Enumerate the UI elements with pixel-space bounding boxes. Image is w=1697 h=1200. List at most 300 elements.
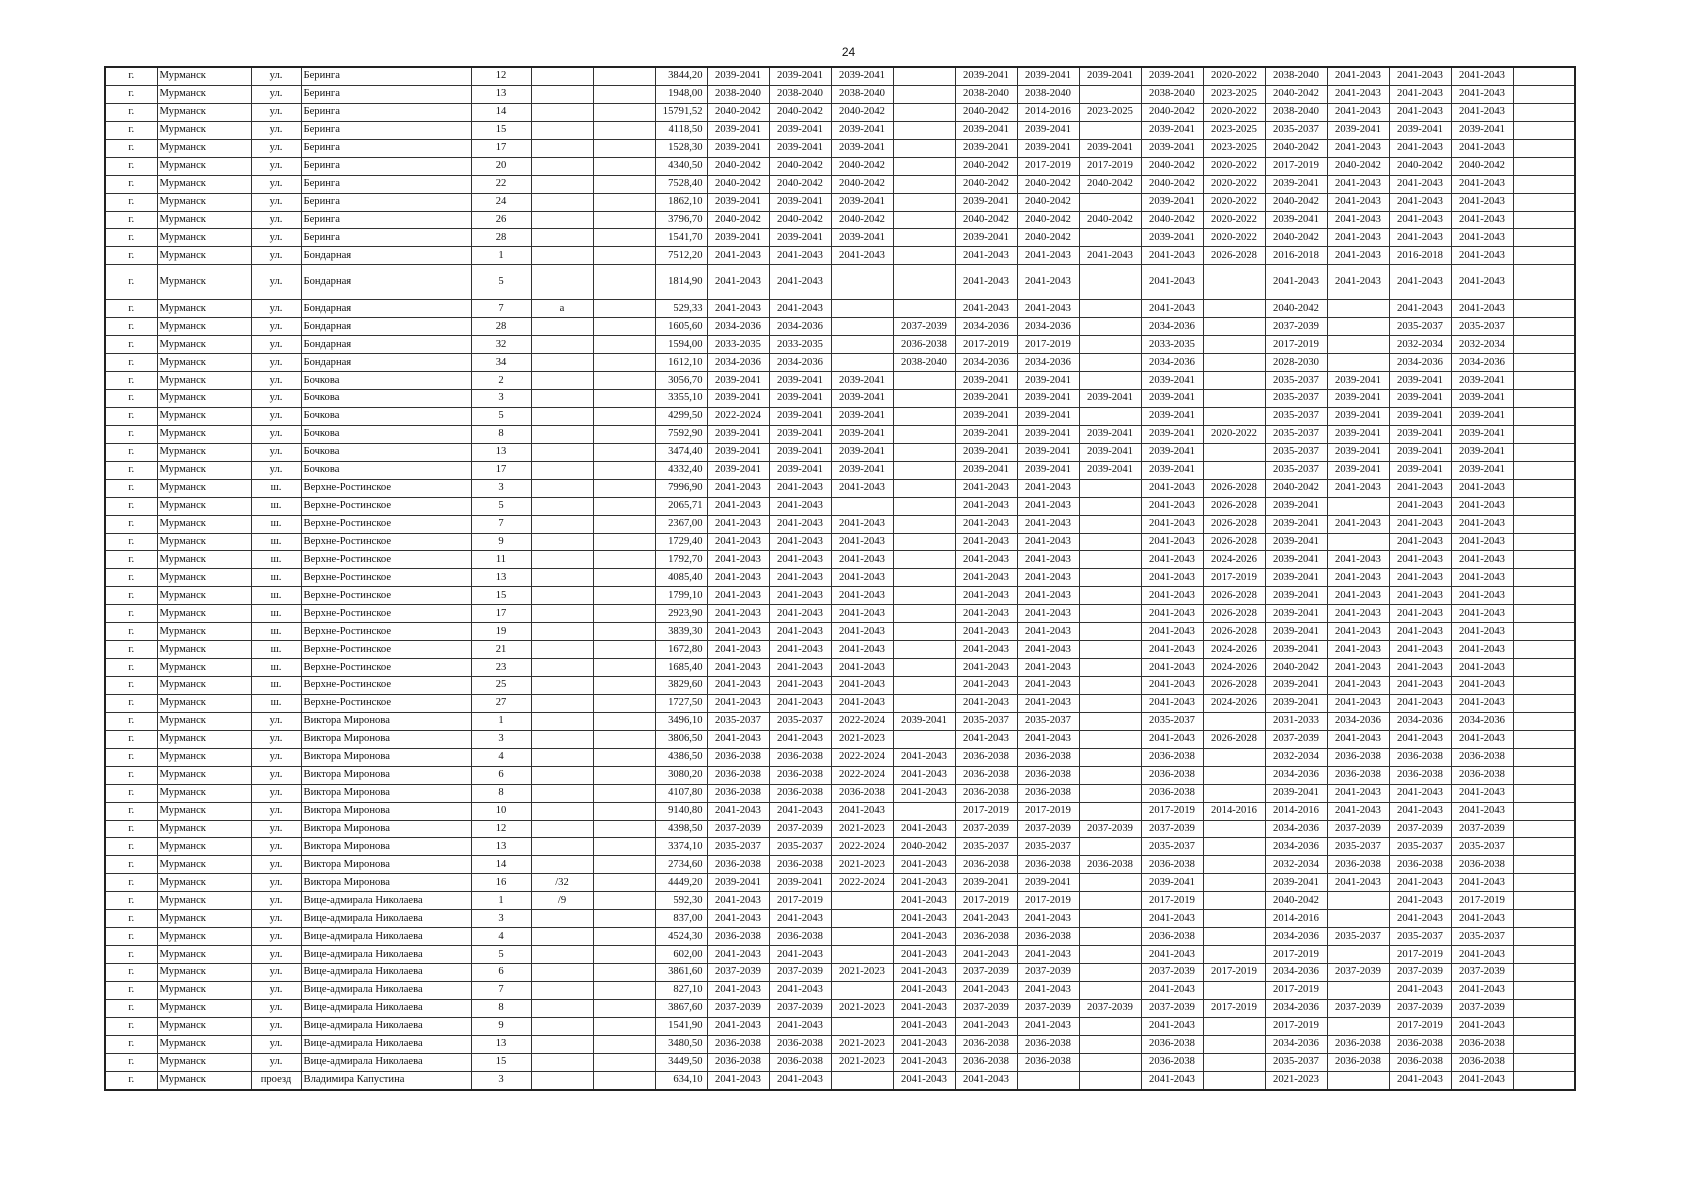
period-cell: 2041-2043 [1389,730,1451,748]
house-suffix-cell: /32 [531,874,593,892]
street-name-cell: Виктора Миронова [301,820,471,838]
period-cell: 2039-2041 [955,121,1017,139]
period-cell: 2039-2041 [1389,372,1451,390]
period-cell: 2041-2043 [769,533,831,551]
period-cell: 2035-2037 [1265,443,1327,461]
period-cell: 2036-2038 [955,856,1017,874]
period-cell: 2034-2036 [769,354,831,372]
period-cell [831,497,893,515]
period-cell: 2041-2043 [1327,85,1389,103]
house-number-cell: 3 [471,910,531,928]
table-row [105,784,1575,802]
period-cell: 2041-2043 [831,694,893,712]
house-number-cell: 2 [471,372,531,390]
street-type-cell: ул. [251,336,301,354]
period-cell: 2039-2041 [1017,461,1079,479]
street-type-cell: ул. [251,461,301,479]
period-cell: 2041-2043 [707,1017,769,1035]
period-cell [893,229,955,247]
street-name-cell: Вице-адмирала Николаева [301,1053,471,1071]
period-cell: 2037-2039 [769,999,831,1017]
period-cell: 2026-2028 [1203,533,1265,551]
period-cell [1079,605,1141,623]
period-cell: 2041-2043 [1451,85,1513,103]
period-cell: 2036-2038 [769,856,831,874]
table-row [105,659,1575,677]
period-cell: 2041-2043 [769,587,831,605]
period-cell: 2041-2043 [893,964,955,982]
period-cell: 2037-2039 [1141,964,1203,982]
period-cell: 2039-2041 [769,390,831,408]
house-number-cell: 5 [471,497,531,515]
page-number: 24 [841,45,856,59]
period-cell: 2041-2043 [1451,946,1513,964]
empty-cell [1513,1071,1575,1089]
period-cell [831,928,893,946]
building-cell [593,910,655,928]
table-row [105,247,1575,265]
empty-cell [1513,425,1575,443]
period-cell: 2036-2038 [1017,856,1079,874]
period-cell: 2022-2024 [707,407,769,425]
street-name-cell: Виктора Миронова [301,730,471,748]
period-cell: 2041-2043 [1327,103,1389,121]
house-suffix-cell [531,1035,593,1053]
street-type-cell: ул. [251,766,301,784]
period-cell: 2041-2043 [1141,659,1203,677]
building-cell [593,605,655,623]
building-cell [593,390,655,408]
period-cell [831,265,893,300]
period-cell: 2035-2037 [1327,838,1389,856]
building-cell [593,569,655,587]
settlement-type-cell: г. [105,443,157,461]
street-name-cell: Виктора Миронова [301,838,471,856]
house-suffix-cell [531,587,593,605]
period-cell: 2041-2043 [1451,1017,1513,1035]
period-cell: 2021-2023 [831,856,893,874]
house-suffix-cell [531,820,593,838]
period-cell: 2036-2038 [707,856,769,874]
house-number-cell: 17 [471,605,531,623]
period-cell: 2036-2038 [1017,784,1079,802]
building-cell [593,1053,655,1071]
period-cell: 2037-2039 [1389,999,1451,1017]
house-suffix-cell [531,67,593,85]
area-cell: 1792,70 [655,551,707,569]
settlement-type-cell: г. [105,1035,157,1053]
period-cell: 2039-2041 [831,67,893,85]
street-name-cell: Верхне-Ростинское [301,479,471,497]
period-cell: 2022-2024 [831,748,893,766]
house-suffix-cell [531,623,593,641]
period-cell: 2037-2039 [893,318,955,336]
period-cell: 2041-2043 [1451,981,1513,999]
period-cell: 2039-2041 [1141,139,1203,157]
period-cell: 2039-2041 [707,193,769,211]
period-cell: 2041-2043 [1017,641,1079,659]
period-cell: 2041-2043 [1141,300,1203,318]
city-cell: Мурманск [157,461,251,479]
empty-cell [1513,336,1575,354]
empty-cell [1513,247,1575,265]
settlement-type-cell: г. [105,1071,157,1089]
city-cell: Мурманск [157,766,251,784]
table-row [105,551,1575,569]
period-cell: 2041-2043 [1141,1017,1203,1035]
empty-cell [1513,1017,1575,1035]
building-cell [593,479,655,497]
period-cell [1203,712,1265,730]
period-cell: 2040-2042 [831,157,893,175]
period-cell: 2039-2041 [769,121,831,139]
period-cell: 2040-2042 [893,838,955,856]
empty-cell [1513,515,1575,533]
period-cell: 2041-2043 [955,910,1017,928]
period-cell: 2036-2038 [1327,766,1389,784]
period-cell: 2017-2019 [1141,802,1203,820]
period-cell: 2039-2041 [1017,407,1079,425]
period-cell: 2039-2041 [955,407,1017,425]
period-cell: 2041-2043 [1327,247,1389,265]
period-cell [893,533,955,551]
period-cell: 2041-2043 [831,677,893,695]
period-cell: 2036-2038 [955,928,1017,946]
street-type-cell: ш. [251,659,301,677]
period-cell [1203,1035,1265,1053]
period-cell: 2035-2037 [769,712,831,730]
period-cell: 2034-2036 [1265,964,1327,982]
period-cell: 2039-2041 [769,372,831,390]
area-cell: 7996,90 [655,479,707,497]
building-cell [593,103,655,121]
settlement-type-cell: г. [105,372,157,390]
city-cell: Мурманск [157,964,251,982]
period-cell: 2039-2041 [1079,443,1141,461]
street-name-cell: Верхне-Ростинское [301,677,471,695]
period-cell: 2041-2043 [893,999,955,1017]
period-cell: 2039-2041 [955,67,1017,85]
period-cell: 2040-2042 [831,211,893,229]
period-cell: 2040-2042 [831,175,893,193]
period-cell [1327,533,1389,551]
period-cell [1203,766,1265,784]
building-cell [593,677,655,695]
house-number-cell: 4 [471,748,531,766]
street-name-cell: Вице-адмирала Николаева [301,910,471,928]
period-cell: 2039-2041 [707,425,769,443]
period-cell: 2041-2043 [1389,694,1451,712]
period-cell [1079,928,1141,946]
period-cell: 2038-2040 [955,85,1017,103]
period-cell: 2036-2038 [955,1035,1017,1053]
period-cell: 2041-2043 [893,910,955,928]
period-cell: 2037-2039 [1327,999,1389,1017]
building-cell [593,820,655,838]
period-cell: 2037-2039 [1265,318,1327,336]
period-cell [831,318,893,336]
period-cell: 2041-2043 [1451,211,1513,229]
period-cell: 2037-2039 [1451,999,1513,1017]
period-cell: 2035-2037 [1265,121,1327,139]
period-cell [1079,874,1141,892]
period-cell [1203,354,1265,372]
street-name-cell: Бондарная [301,265,471,300]
period-cell: 2041-2043 [1451,910,1513,928]
period-cell: 2017-2019 [1017,802,1079,820]
period-cell: 2041-2043 [1327,139,1389,157]
table-row [105,157,1575,175]
period-cell: 2034-2036 [955,354,1017,372]
area-cell: 1594,00 [655,336,707,354]
period-cell: 2041-2043 [1141,551,1203,569]
building-cell [593,1035,655,1053]
period-cell [1079,121,1141,139]
city-cell: Мурманск [157,659,251,677]
house-number-cell: 1 [471,247,531,265]
period-cell: 2035-2037 [1327,928,1389,946]
building-cell [593,946,655,964]
city-cell: Мурманск [157,211,251,229]
period-cell: 2041-2043 [1141,265,1203,300]
period-cell: 2039-2041 [1265,874,1327,892]
period-cell [1079,623,1141,641]
house-number-cell: 26 [471,211,531,229]
period-cell [1079,479,1141,497]
period-cell: 2039-2041 [707,443,769,461]
street-type-cell: ул. [251,820,301,838]
city-cell: Мурманск [157,1035,251,1053]
house-suffix-cell [531,318,593,336]
period-cell: 2041-2043 [707,247,769,265]
building-cell [593,85,655,103]
house-number-cell: 34 [471,354,531,372]
city-cell: Мурманск [157,85,251,103]
street-name-cell: Бочкова [301,372,471,390]
table-row [105,838,1575,856]
street-type-cell: ул. [251,964,301,982]
period-cell [1079,694,1141,712]
table-row [105,318,1575,336]
period-cell: 2034-2036 [1265,820,1327,838]
city-cell: Мурманск [157,820,251,838]
period-cell: 2041-2043 [1327,677,1389,695]
period-cell: 2041-2043 [1017,910,1079,928]
table-row [105,856,1575,874]
period-cell: 2036-2038 [1327,1035,1389,1053]
period-cell: 2020-2022 [1203,67,1265,85]
empty-cell [1513,928,1575,946]
street-name-cell: Верхне-Ростинское [301,623,471,641]
period-cell: 2039-2041 [831,425,893,443]
city-cell: Мурманск [157,515,251,533]
period-cell: 2041-2043 [1141,497,1203,515]
building-cell [593,175,655,193]
settlement-type-cell: г. [105,587,157,605]
house-number-cell: 6 [471,766,531,784]
area-cell: 1605,60 [655,318,707,336]
street-type-cell: ул. [251,139,301,157]
period-cell: 2041-2043 [1017,265,1079,300]
table-body [105,67,1575,1090]
period-cell [1079,730,1141,748]
period-cell: 2041-2043 [893,1035,955,1053]
street-type-cell: ш. [251,515,301,533]
period-cell: 2040-2042 [1141,211,1203,229]
street-type-cell: ул. [251,193,301,211]
period-cell: 2017-2019 [1203,999,1265,1017]
period-cell: 2039-2041 [1327,407,1389,425]
period-cell: 2037-2039 [769,964,831,982]
period-cell [1079,318,1141,336]
house-suffix-cell [531,748,593,766]
house-suffix-cell [531,712,593,730]
period-cell: 2034-2036 [1451,354,1513,372]
period-cell: 2041-2043 [1141,623,1203,641]
city-cell: Мурманск [157,407,251,425]
period-cell: 2040-2042 [1265,479,1327,497]
period-cell: 2039-2041 [831,193,893,211]
period-cell: 2041-2043 [1389,175,1451,193]
period-cell: 2041-2043 [707,623,769,641]
house-suffix-cell [531,981,593,999]
period-cell: 2038-2040 [1265,67,1327,85]
settlement-type-cell: г. [105,139,157,157]
period-cell: 2036-2038 [769,784,831,802]
street-type-cell: ул. [251,856,301,874]
city-cell: Мурманск [157,497,251,515]
city-cell: Мурманск [157,157,251,175]
table-row [105,874,1575,892]
area-cell: 3796,70 [655,211,707,229]
period-cell: 2017-2019 [1203,569,1265,587]
empty-cell [1513,229,1575,247]
period-cell: 2041-2043 [1141,1071,1203,1089]
street-name-cell: Беринга [301,103,471,121]
period-cell [893,730,955,748]
period-cell: 2039-2041 [769,193,831,211]
period-cell: 2039-2041 [1141,443,1203,461]
building-cell [593,193,655,211]
period-cell: 2036-2038 [955,784,1017,802]
period-cell [1203,981,1265,999]
period-cell: 2014-2016 [1265,910,1327,928]
period-cell: 2041-2043 [1451,139,1513,157]
period-cell [1079,838,1141,856]
period-cell [1327,318,1389,336]
building-cell [593,587,655,605]
table-row [105,748,1575,766]
period-cell: 2039-2041 [893,712,955,730]
area-cell: 529,33 [655,300,707,318]
period-cell [893,300,955,318]
table-row [105,175,1575,193]
area-cell: 3474,40 [655,443,707,461]
period-cell: 2039-2041 [707,121,769,139]
area-cell: 4524,30 [655,928,707,946]
period-cell: 2039-2041 [1017,139,1079,157]
period-cell: 2039-2041 [1327,121,1389,139]
period-cell [893,390,955,408]
building-cell [593,784,655,802]
city-cell: Мурманск [157,67,251,85]
empty-cell [1513,1035,1575,1053]
street-name-cell: Бочкова [301,443,471,461]
period-cell: 2022-2024 [831,874,893,892]
period-cell: 2037-2039 [1017,964,1079,982]
period-cell [1079,372,1141,390]
period-cell: 2017-2019 [955,892,1017,910]
building-cell [593,694,655,712]
period-cell: 2041-2043 [1451,515,1513,533]
period-cell [1327,946,1389,964]
period-cell: 2041-2043 [769,730,831,748]
period-cell: 2041-2043 [707,587,769,605]
street-name-cell: Бочкова [301,407,471,425]
period-cell [1079,569,1141,587]
period-cell: 2034-2036 [1265,1035,1327,1053]
period-cell [1079,265,1141,300]
settlement-type-cell: г. [105,856,157,874]
table-row [105,211,1575,229]
street-name-cell: Бочкова [301,390,471,408]
period-cell: 2041-2043 [769,1017,831,1035]
period-cell: 2037-2039 [707,999,769,1017]
empty-cell [1513,677,1575,695]
period-cell [893,247,955,265]
period-cell [1079,85,1141,103]
settlement-type-cell: г. [105,551,157,569]
period-cell: 2041-2043 [1327,730,1389,748]
period-cell: 2039-2041 [707,874,769,892]
period-cell: 2041-2043 [707,730,769,748]
area-cell: 4118,50 [655,121,707,139]
empty-cell [1513,551,1575,569]
period-cell: 2021-2023 [831,999,893,1017]
street-name-cell: Виктора Миронова [301,766,471,784]
period-cell: 2041-2043 [1327,193,1389,211]
period-cell [1079,802,1141,820]
city-cell: Мурманск [157,910,251,928]
empty-cell [1513,407,1575,425]
house-suffix-cell [531,265,593,300]
empty-cell [1513,157,1575,175]
period-cell: 2041-2043 [707,300,769,318]
building-cell [593,623,655,641]
period-cell: 2041-2043 [1327,551,1389,569]
building-cell [593,354,655,372]
period-cell: 2036-2038 [707,784,769,802]
period-cell: 2041-2043 [707,659,769,677]
city-cell: Мурманск [157,372,251,390]
period-cell: 2035-2037 [1451,838,1513,856]
period-cell: 2041-2043 [955,300,1017,318]
settlement-type-cell: г. [105,336,157,354]
period-cell: 2036-2038 [707,748,769,766]
house-number-cell: 24 [471,193,531,211]
period-cell: 2039-2041 [1141,461,1203,479]
period-cell: 2041-2043 [893,946,955,964]
house-suffix-cell [531,641,593,659]
city-cell: Мурманск [157,838,251,856]
street-type-cell: ул. [251,802,301,820]
settlement-type-cell: г. [105,820,157,838]
period-cell [1079,336,1141,354]
period-cell [893,103,955,121]
street-type-cell: ул. [251,67,301,85]
period-cell: 2039-2041 [1079,461,1141,479]
period-cell: 2039-2041 [707,67,769,85]
